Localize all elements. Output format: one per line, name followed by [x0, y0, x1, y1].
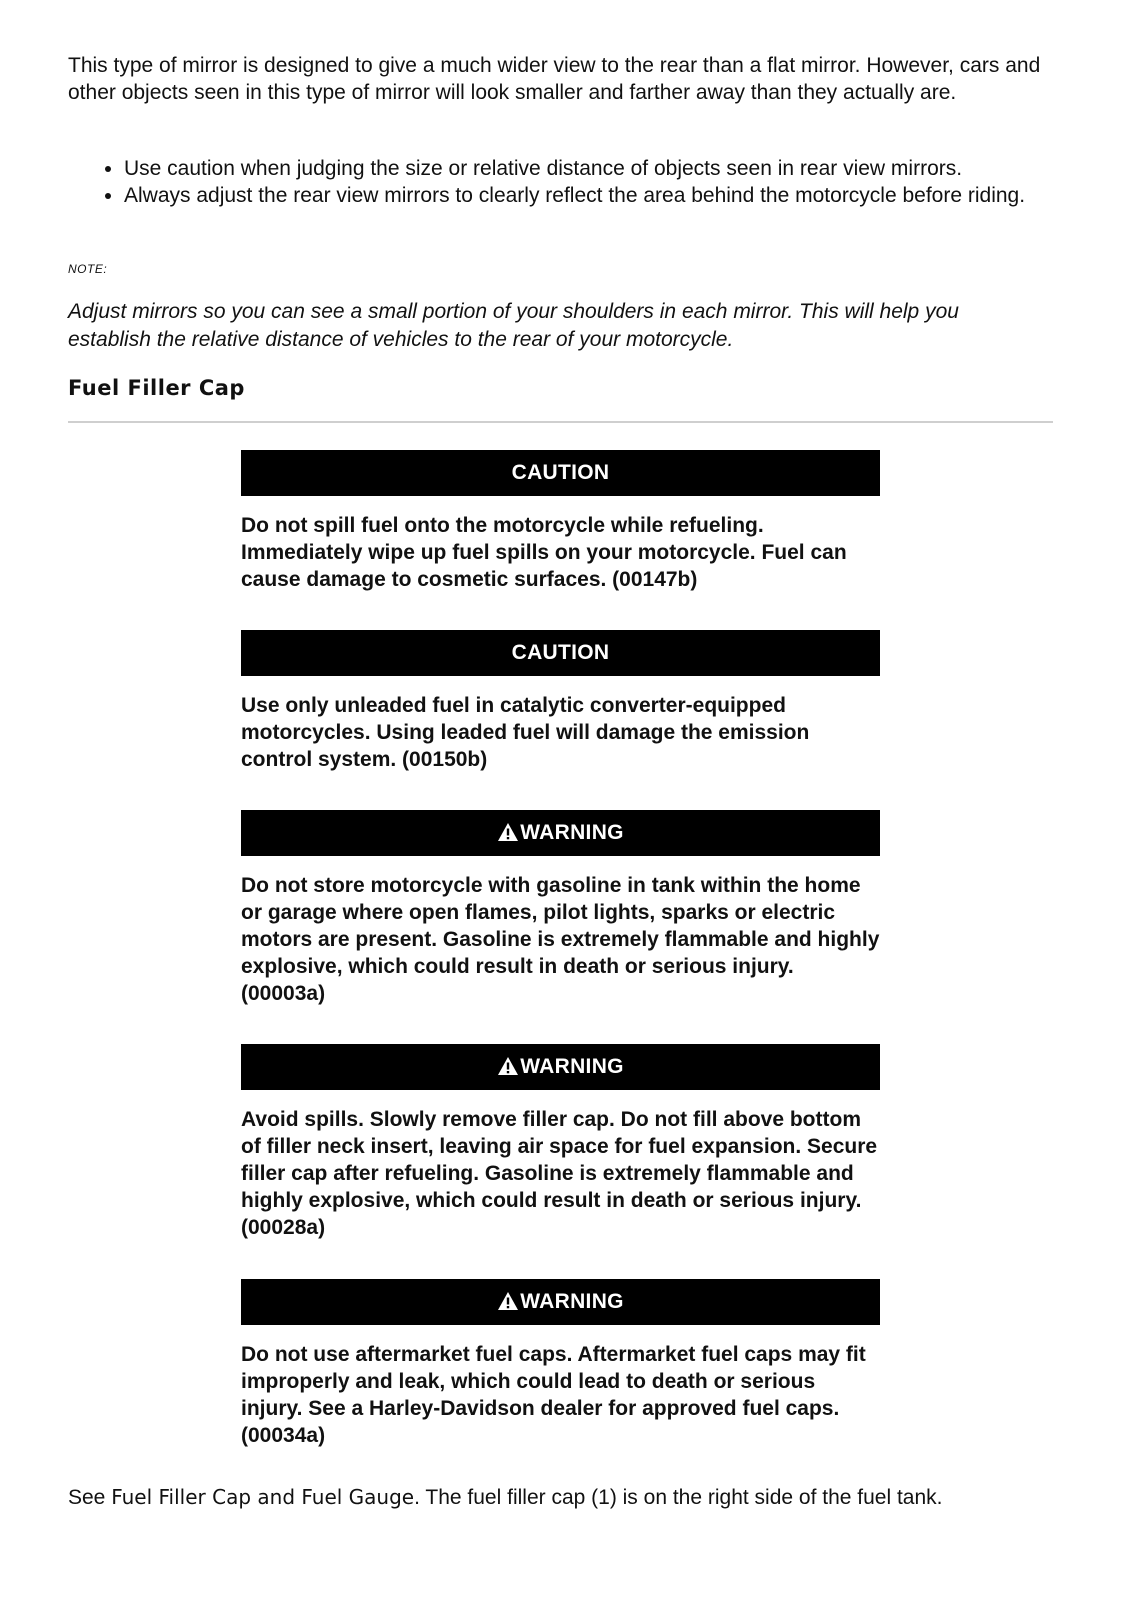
list-item: • Use caution when judging the size or relative distance of objects seen in rear view mirrors.: [124, 155, 1043, 182]
warning-banner: [241, 810, 880, 856]
caution-banner: [241, 450, 880, 496]
section-heading: Fuel Filler Cap: [68, 376, 245, 400]
caution-label: CAUTION: [511, 461, 610, 484]
warning-triangle-icon: [497, 1291, 519, 1311]
warning-text: Do not store motorcycle with gasoline in tank within the home or garage where open flames, pilot lights, sparks or electric motors are present. Gasoline is extremely flammable and highly explosive, which could result in death or serious injury. (00003a): [241, 874, 880, 1005]
warning-triangle-icon: [497, 822, 519, 842]
caution-text: Use only unleaded fuel in catalytic converter-equipped motorcycles. Using leaded fuel will damage the emission control system. (00150b): [241, 694, 810, 771]
warning-text: Do not use aftermarket fuel caps. Aftermarket fuel caps may fit improperly and leak, which could lead to death or serious injury. See a Harley-Davidson dealer for approved fuel caps. (00034a): [241, 1343, 866, 1447]
warning-label: WARNING: [520, 821, 624, 844]
caution-text: Do not spill fuel onto the motorcycle while refueling. Immediately wipe up fuel spills on your motorcycle. Fuel can cause damage to cosmetic surfaces. (00147b): [241, 514, 847, 591]
warning-text: Avoid spills. Slowly remove filler cap. Do not fill above bottom of filler neck insert, leaving air space for fuel expansion. Secure filler cap after refueling. Gasoline is extremely flammable and highly explosive, which could result in death or serious injury. (00028a): [241, 1108, 878, 1239]
warning-label: WARNING: [520, 1290, 624, 1313]
warning-banner: [241, 1044, 880, 1090]
mirror-tips-list: [68, 155, 1043, 209]
footer-paragraph: [68, 1484, 1068, 1511]
caution-banner: [241, 630, 880, 676]
warning-triangle-icon: [497, 1056, 519, 1076]
list-item: • Always adjust the rear view mirrors to clearly reflect the area behind the motorcycle before riding.: [124, 182, 1043, 209]
intro-paragraph: This type of mirror is designed to give a much wider view to the rear than a flat mirror. However, cars and other objects seen in this type of mirror will look smaller and farther away than they actually are.: [68, 54, 1041, 104]
section-divider: [68, 421, 1053, 423]
note-label: NOTE:: [68, 262, 108, 276]
caution-label: CAUTION: [511, 641, 610, 664]
note-text: Adjust mirrors so you can see a small portion of your shoulders in each mirror. This will help you establish the relative distance of vehicles to the rear of your motorcycle.: [68, 300, 959, 351]
warning-label: WARNING: [520, 1055, 624, 1078]
footer-suffix: . The fuel filler cap (1) is on the right side of the fuel tank.: [414, 1486, 943, 1509]
warning-banner: [241, 1279, 880, 1325]
fuel-gauge-link[interactable]: Fuel Filler Cap and Fuel Gauge: [111, 1485, 415, 1509]
footer-prefix: See: [68, 1486, 112, 1509]
